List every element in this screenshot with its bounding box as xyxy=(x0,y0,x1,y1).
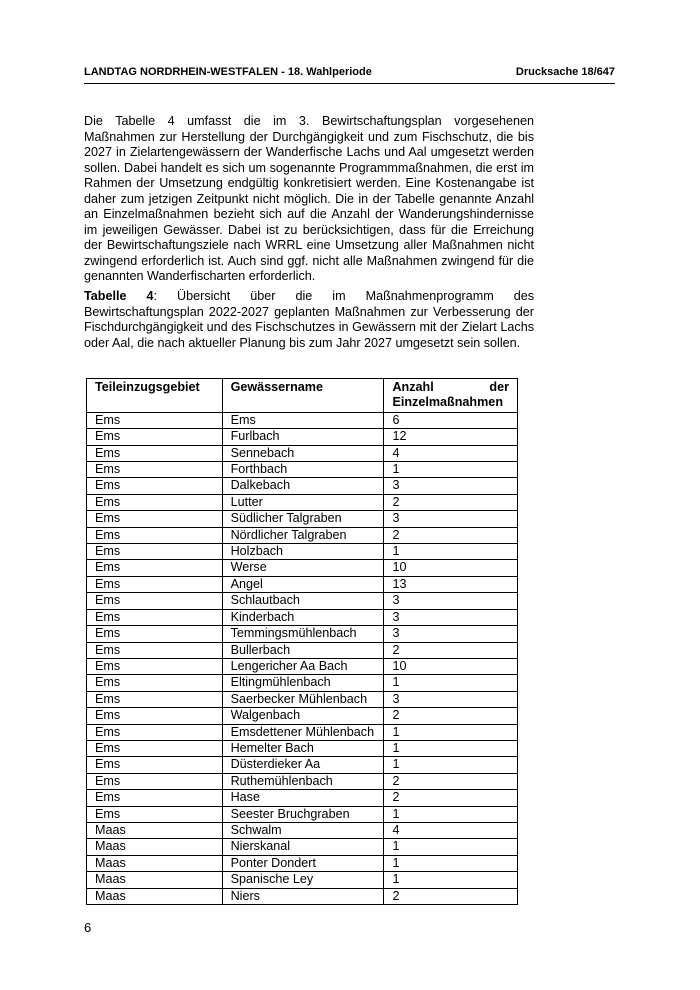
cell-teileinzugsgebiet: Ems xyxy=(87,790,223,806)
cell-gewaessername: Bullerbach xyxy=(222,642,384,658)
cell-anzahl: 12 xyxy=(384,429,518,445)
cell-gewaessername: Forthbach xyxy=(222,462,384,478)
cell-teileinzugsgebiet: Ems xyxy=(87,544,223,560)
cell-gewaessername: Spanische Ley xyxy=(222,872,384,888)
table-row xyxy=(87,888,518,904)
cell-anzahl: 1 xyxy=(384,544,518,560)
table-row xyxy=(87,462,518,478)
table-row xyxy=(87,839,518,855)
cell-gewaessername: Sennebach xyxy=(222,445,384,461)
cell-anzahl: 1 xyxy=(384,462,518,478)
cell-gewaessername: Angel xyxy=(222,576,384,592)
header-der-word: der xyxy=(489,380,509,394)
cell-teileinzugsgebiet: Ems xyxy=(87,593,223,609)
header-title: LANDTAG NORDRHEIN-WESTFALEN - 18. Wahlperiode xyxy=(84,66,372,78)
table-row xyxy=(87,822,518,838)
cell-teileinzugsgebiet: Maas xyxy=(87,872,223,888)
cell-gewaessername: Ponter Dondert xyxy=(222,855,384,871)
table-caption-text: : Übersicht über die im Maßnahmenprogramm des Bewirtschaftungsplan 2022-2027 geplanten Maßnahmen zur Verbesserung der Fischdurchgängigkeit und des Fischschutzes in Gewässern mit der Zielart Lachs oder Aal, die nach aktueller Planung bis zum Jahr 2027 umgesetzt sein sollen. xyxy=(84,289,535,350)
cell-anzahl: 2 xyxy=(384,642,518,658)
cell-gewaessername: Emsdettener Mühlenbach xyxy=(222,724,384,740)
table-row xyxy=(87,855,518,871)
table-row xyxy=(87,609,518,625)
cell-teileinzugsgebiet: Ems xyxy=(87,494,223,510)
header-einzelmassnahmen-word: Einzelmaßnahmen xyxy=(392,395,504,410)
cell-teileinzugsgebiet: Ems xyxy=(87,429,223,445)
cell-teileinzugsgebiet: Ems xyxy=(87,773,223,789)
intro-paragraph: Die Tabelle 4 umfasst die im 3. Bewirtschaftungsplan vorgesehenen Maßnahmen zur Herstellung der Durchgängigkeit und zum Fischschutz, die bis 2027 in Zielartengewässern der Wanderfische Lachs und Aal umgesetzt werden sollen. Dabei handelt es sich um sogenannte Programmmaßnahmen, die erst im Rahmen der Umsetzung endgültig konkretisiert werden. Eine Kostenangabe ist daher zum jetzigen Zeitpunkt nicht möglich. Die in der Tabelle genannte Anzahl an Einzelmaßnahmen bezieht sich auf die Anzahl der Wanderungshindernisse im jeweiligen Gewässer. Dabei ist zu berücksichtigen, dass für die Erreichung der Bewirtschaftungsziele nach WRRL eine Umsetzung aller Maßnahmen nicht zwingend erforderlich ist. Auch sind ggf. nicht alle Maßnahmen zwingend für die genannten Wanderfischarten erforderlich. xyxy=(84,114,534,283)
cell-gewaessername: Saerbecker Mühlenbach xyxy=(222,691,384,707)
page-number: 6 xyxy=(84,920,92,935)
cell-anzahl: 1 xyxy=(384,757,518,773)
table-row xyxy=(87,658,518,674)
table-row xyxy=(87,675,518,691)
cell-anzahl: 1 xyxy=(384,740,518,756)
cell-teileinzugsgebiet: Ems xyxy=(87,740,223,756)
cell-gewaessername: Eltingmühlenbach xyxy=(222,675,384,691)
table-row xyxy=(87,478,518,494)
table-row xyxy=(87,544,518,560)
cell-teileinzugsgebiet: Ems xyxy=(87,757,223,773)
table-caption xyxy=(84,289,534,351)
cell-anzahl: 1 xyxy=(384,724,518,740)
cell-teileinzugsgebiet: Ems xyxy=(87,708,223,724)
table-row xyxy=(87,708,518,724)
cell-teileinzugsgebiet: Ems xyxy=(87,642,223,658)
cell-teileinzugsgebiet: Ems xyxy=(87,445,223,461)
cell-gewaessername: Hase xyxy=(222,790,384,806)
table-body xyxy=(87,412,518,904)
cell-teileinzugsgebiet: Ems xyxy=(87,691,223,707)
cell-teileinzugsgebiet: Ems xyxy=(87,609,223,625)
table-row xyxy=(87,642,518,658)
cell-gewaessername: Nördlicher Talgraben xyxy=(222,527,384,543)
cell-anzahl: 2 xyxy=(384,494,518,510)
cell-gewaessername: Ruthemühlenbach xyxy=(222,773,384,789)
cell-anzahl: 3 xyxy=(384,511,518,527)
cell-teileinzugsgebiet: Ems xyxy=(87,511,223,527)
table-row xyxy=(87,429,518,445)
cell-gewaessername: Hemelter Bach xyxy=(222,740,384,756)
table-row xyxy=(87,773,518,789)
table-row xyxy=(87,593,518,609)
table-row xyxy=(87,576,518,592)
table-row xyxy=(87,511,518,527)
table-row xyxy=(87,806,518,822)
cell-teileinzugsgebiet: Ems xyxy=(87,806,223,822)
header-rule xyxy=(84,83,615,84)
cell-teileinzugsgebiet: Ems xyxy=(87,527,223,543)
header-anzahl-word: Anzahl xyxy=(392,380,434,394)
header-gewaessername: Gewässername xyxy=(222,379,384,413)
table-row xyxy=(87,527,518,543)
cell-anzahl: 3 xyxy=(384,593,518,609)
table-row xyxy=(87,724,518,740)
cell-anzahl: 3 xyxy=(384,626,518,642)
measures-table xyxy=(86,378,518,905)
cell-gewaessername: Nierskanal xyxy=(222,839,384,855)
cell-anzahl: 1 xyxy=(384,806,518,822)
table-row xyxy=(87,691,518,707)
cell-teileinzugsgebiet: Ems xyxy=(87,576,223,592)
table-caption-label: Tabelle 4 xyxy=(84,289,154,303)
cell-gewaessername: Furlbach xyxy=(222,429,384,445)
cell-anzahl: 1 xyxy=(384,675,518,691)
cell-gewaessername: Schlautbach xyxy=(222,593,384,609)
cell-gewaessername: Dalkebach xyxy=(222,478,384,494)
cell-gewaessername: Lutter xyxy=(222,494,384,510)
cell-gewaessername: Seester Bruchgraben xyxy=(222,806,384,822)
cell-teileinzugsgebiet: Maas xyxy=(87,822,223,838)
cell-teileinzugsgebiet: Maas xyxy=(87,855,223,871)
header-anzahl xyxy=(384,379,518,413)
cell-teileinzugsgebiet: Ems xyxy=(87,675,223,691)
table-row xyxy=(87,790,518,806)
cell-anzahl: 3 xyxy=(384,609,518,625)
cell-gewaessername: Temmingsmühlenbach xyxy=(222,626,384,642)
cell-teileinzugsgebiet: Ems xyxy=(87,412,223,428)
cell-gewaessername: Ems xyxy=(222,412,384,428)
cell-anzahl: 2 xyxy=(384,790,518,806)
page-header xyxy=(84,66,615,78)
cell-gewaessername: Walgenbach xyxy=(222,708,384,724)
table-row xyxy=(87,740,518,756)
cell-teileinzugsgebiet: Maas xyxy=(87,888,223,904)
cell-anzahl: 4 xyxy=(384,445,518,461)
cell-anzahl: 2 xyxy=(384,708,518,724)
table-row xyxy=(87,560,518,576)
cell-anzahl: 10 xyxy=(384,658,518,674)
cell-teileinzugsgebiet: Ems xyxy=(87,462,223,478)
header-teileinzugsgebiet: Teileinzugsgebiet xyxy=(87,379,223,413)
table-row xyxy=(87,412,518,428)
table-header-row xyxy=(87,379,518,413)
cell-gewaessername: Schwalm xyxy=(222,822,384,838)
cell-anzahl: 2 xyxy=(384,888,518,904)
cell-teileinzugsgebiet: Ems xyxy=(87,658,223,674)
cell-anzahl: 2 xyxy=(384,773,518,789)
cell-gewaessername: Werse xyxy=(222,560,384,576)
cell-anzahl: 6 xyxy=(384,412,518,428)
cell-anzahl: 1 xyxy=(384,839,518,855)
cell-teileinzugsgebiet: Ems xyxy=(87,560,223,576)
cell-gewaessername: Südlicher Talgraben xyxy=(222,511,384,527)
cell-anzahl: 1 xyxy=(384,872,518,888)
table-row xyxy=(87,494,518,510)
cell-gewaessername: Düsterdieker Aa xyxy=(222,757,384,773)
cell-anzahl: 10 xyxy=(384,560,518,576)
table-row xyxy=(87,757,518,773)
cell-teileinzugsgebiet: Maas xyxy=(87,839,223,855)
header-doc-number: Drucksache 18/647 xyxy=(515,66,615,78)
cell-gewaessername: Niers xyxy=(222,888,384,904)
cell-anzahl: 13 xyxy=(384,576,518,592)
cell-gewaessername: Holzbach xyxy=(222,544,384,560)
cell-teileinzugsgebiet: Ems xyxy=(87,626,223,642)
cell-gewaessername: Kinderbach xyxy=(222,609,384,625)
cell-anzahl: 4 xyxy=(384,822,518,838)
cell-anzahl: 3 xyxy=(384,478,518,494)
cell-teileinzugsgebiet: Ems xyxy=(87,724,223,740)
cell-anzahl: 1 xyxy=(384,855,518,871)
table-row xyxy=(87,626,518,642)
cell-teileinzugsgebiet: Ems xyxy=(87,478,223,494)
cell-gewaessername: Lengericher Aa Bach xyxy=(222,658,384,674)
cell-anzahl: 2 xyxy=(384,527,518,543)
cell-anzahl: 3 xyxy=(384,691,518,707)
table-row xyxy=(87,872,518,888)
table-row xyxy=(87,445,518,461)
